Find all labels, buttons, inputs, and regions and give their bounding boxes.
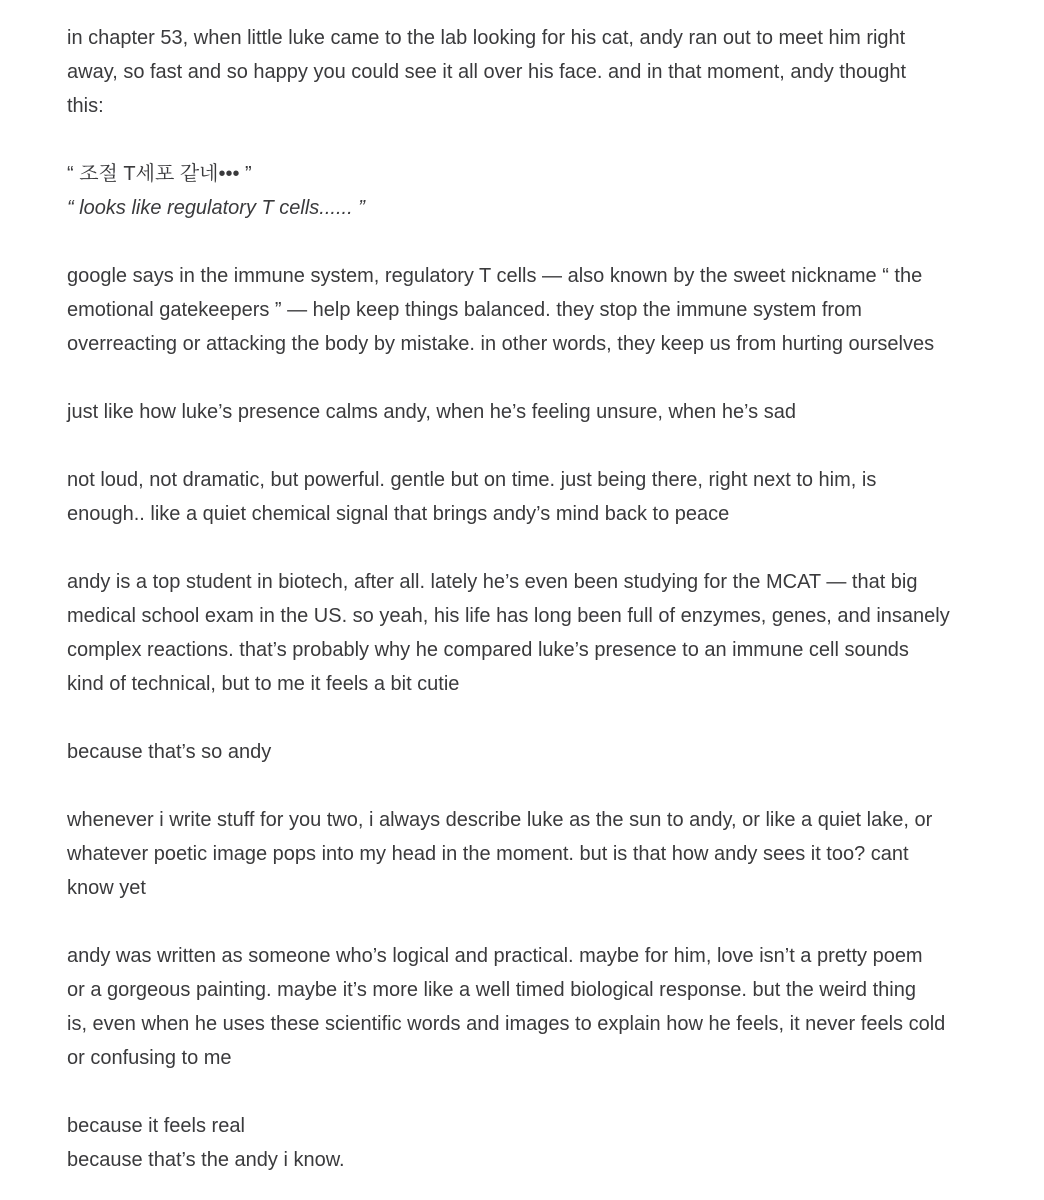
text-line: andy is a top student in biotech, after all. lately he’s even been studying for the MCAT — that big <box>67 571 918 593</box>
text-line: or a gorgeous painting. maybe it’s more like a well timed biological response. but the weird thing <box>67 979 916 1001</box>
text-line: medical school exam in the US. so yeah, his life has long been full of enzymes, genes, and insanely <box>67 605 950 627</box>
text-line: enough.. like a quiet chemical signal that brings andy’s mind back to peace <box>67 503 730 525</box>
text-line: andy was written as someone who’s logical and practical. maybe for him, love isn’t a pretty poem <box>67 945 923 967</box>
english-quote-line: “ looks like regulatory T cells...... ” <box>67 197 365 219</box>
text-line: just like how luke’s presence calms andy, when he’s feeling unsure, when he’s sad <box>67 401 796 423</box>
text-line: because that’s the andy i know. <box>67 1149 345 1171</box>
text-line: this: <box>67 95 104 117</box>
text-line: overreacting or attacking the body by mistake. in other words, they keep us from hurting ourselves <box>67 333 935 355</box>
text-line: because that’s so andy <box>67 741 272 763</box>
text-line: know yet <box>67 877 146 899</box>
text-line: in chapter 53, when little luke came to the lab looking for his cat, andy ran out to meet him right <box>67 27 906 49</box>
text-line: is, even when he uses these scientific words and images to explain how he feels, it never feels cold <box>67 1013 946 1035</box>
text-line: because it feels real <box>67 1115 245 1137</box>
text-line: away, so fast and so happy you could see it all over his face. and in that moment, andy thought <box>67 61 907 83</box>
text-line: whatever poetic image pops into my head in the moment. but is that how andy sees it too? cant <box>67 843 909 865</box>
text-line: not loud, not dramatic, but powerful. gentle but on time. just being there, right next to him, is <box>67 469 877 491</box>
text-line: or confusing to me <box>67 1047 232 1069</box>
text-line: emotional gatekeepers ” — help keep things balanced. they stop the immune system from <box>67 299 862 321</box>
text-line: google says in the immune system, regulatory T cells — also known by the sweet nickname “ the <box>67 265 923 287</box>
text-line: kind of technical, but to me it feels a bit cutie <box>67 673 460 695</box>
text-line: complex reactions. that’s probably why he compared luke’s presence to an immune cell sounds <box>67 639 909 661</box>
text-line: whenever i write stuff for you two, i always describe luke as the sun to andy, or like a quiet lake, or <box>67 809 933 831</box>
korean-quote-line: “ 조절 T세포 같네••• ” <box>67 163 252 185</box>
